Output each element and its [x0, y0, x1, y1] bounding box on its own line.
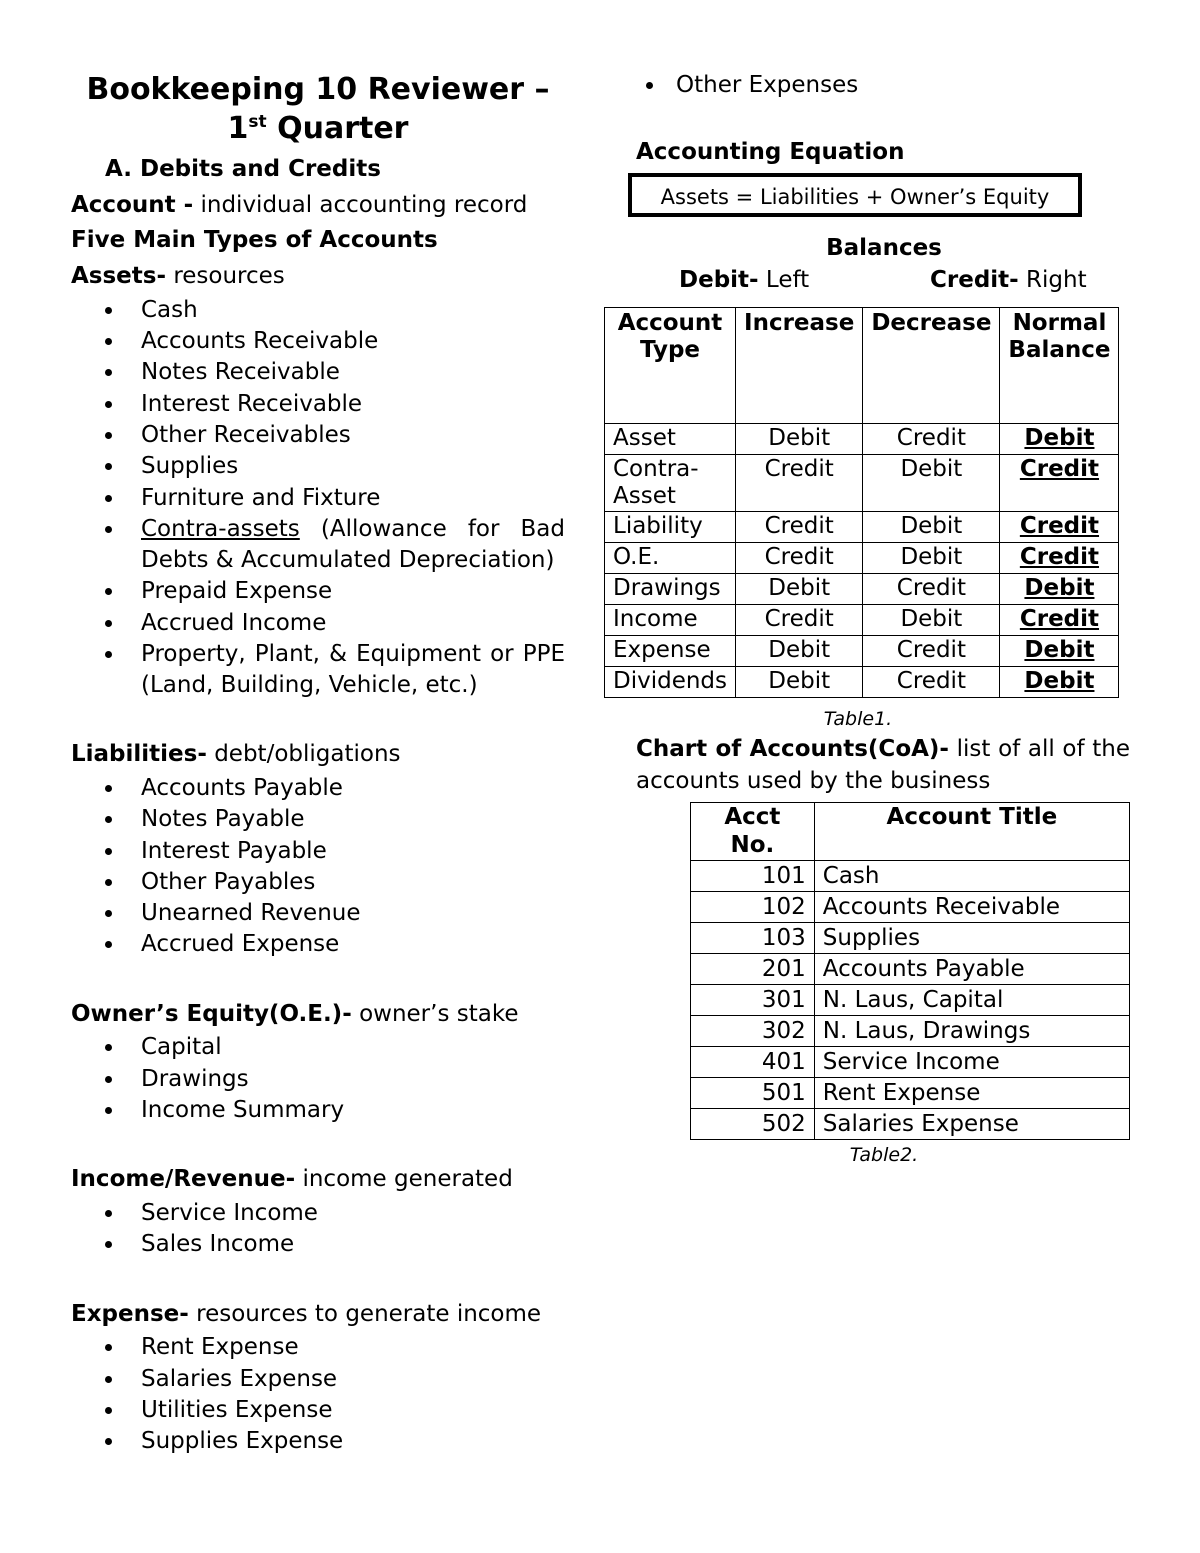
- bullet-icon: [105, 588, 112, 595]
- bullet-icon: [105, 1344, 112, 1351]
- list-item: Rent Expense: [71, 1332, 565, 1363]
- liabilities-list: [71, 773, 565, 961]
- bullet-icon: [105, 1407, 112, 1414]
- balances-table: [604, 307, 1119, 698]
- list-item: Other Payables: [71, 867, 565, 898]
- coa-definition: Chart of Accounts(CoA)- list of all of the accounts used by the business: [636, 736, 1130, 794]
- list-item: Furniture and Fixture: [71, 483, 565, 514]
- header-cell: Account Type: [605, 307, 736, 423]
- table-row: Drawings Debit Credit Debit: [605, 573, 1119, 604]
- table-row: Expense Debit Credit Debit: [605, 635, 1119, 666]
- list-item: Utilities Expense: [71, 1395, 565, 1426]
- table-row: Income Credit Debit Credit: [605, 604, 1119, 635]
- list-item: Interest Payable: [71, 836, 565, 867]
- list-item: Accounts Receivable: [71, 326, 565, 357]
- table-row: Liability Credit Debit Credit: [605, 511, 1119, 542]
- table-row: 301 N. Laus, Capital: [691, 984, 1130, 1015]
- table-header-row: [605, 307, 1119, 423]
- bullet-icon: [105, 463, 112, 470]
- bullet-icon: [105, 620, 112, 627]
- credit-side: Credit- Right: [930, 266, 1087, 293]
- list-item: Notes Payable: [71, 804, 565, 835]
- table-caption: Table1.: [823, 707, 893, 730]
- bullet-icon: [105, 495, 112, 502]
- list-item: Service Income: [71, 1198, 565, 1229]
- list-item: Accounts Payable: [71, 773, 565, 804]
- list-item: Accrued Income: [71, 608, 565, 639]
- assets-definition: Assets- resources: [71, 263, 285, 290]
- list-item: Prepaid Expense: [71, 576, 565, 607]
- list-item: Interest Receivable: [71, 389, 565, 420]
- expense-list-continued: [604, 70, 1134, 101]
- list-item: Capital: [71, 1032, 565, 1063]
- bullet-icon: [105, 1376, 112, 1383]
- bullet-icon: [646, 82, 653, 89]
- list-item: Contra-assets (Allowance for Bad Debts & Accumulated Depreciation): [71, 514, 565, 577]
- bullet-icon: [105, 1107, 112, 1114]
- table-row: 401 Service Income: [691, 1046, 1130, 1077]
- bullet-icon: [105, 369, 112, 376]
- bullet-icon: [105, 910, 112, 917]
- list-item: Income Summary: [71, 1095, 565, 1126]
- bullet-icon: [105, 1241, 112, 1248]
- bullet-icon: [105, 785, 112, 792]
- table-row: 102 Accounts Receivable: [691, 891, 1130, 922]
- section-heading: A. Debits and Credits: [105, 156, 381, 182]
- table-header-row: [691, 802, 1130, 860]
- bullet-icon: [105, 1076, 112, 1083]
- list-item: Property, Plant, & Equipment or PPE (Land, Building, Vehicle, etc.): [71, 639, 565, 702]
- bullet-icon: [105, 307, 112, 314]
- list-item: Accrued Expense: [71, 929, 565, 960]
- table-row: 103 Supplies: [691, 922, 1130, 953]
- bullet-icon: [105, 879, 112, 886]
- document-title: Bookkeeping 10 Reviewer – 1st Quarter: [86, 72, 550, 146]
- equation-box: Assets = Liabilities + Owner’s Equity: [628, 173, 1082, 217]
- equity-definition: Owner’s Equity(O.E.)- owner’s stake: [71, 1000, 519, 1027]
- balances-row: [604, 265, 1134, 297]
- equity-list: [71, 1032, 565, 1126]
- list-item: Drawings: [71, 1064, 565, 1095]
- table-row: Contra-Asset Credit Debit Credit: [605, 454, 1119, 511]
- table-row: O.E. Credit Debit Credit: [605, 542, 1119, 573]
- chart-of-accounts-table: [690, 802, 1130, 1140]
- list-item: Supplies Expense: [71, 1426, 565, 1457]
- header-cell: Account Title: [814, 802, 1129, 860]
- list-item: Other Receivables: [71, 420, 565, 451]
- expense-definition: Expense- resources to generate income: [71, 1300, 542, 1327]
- header-cell: Normal Balance: [1000, 307, 1119, 423]
- table-row: 501 Rent Expense: [691, 1077, 1130, 1108]
- bullet-icon: [105, 338, 112, 345]
- liabilities-definition: Liabilities- debt/obligations: [71, 741, 401, 768]
- table-row: 502 Salaries Expense: [691, 1108, 1130, 1139]
- list-item: Unearned Revenue: [71, 898, 565, 929]
- subheading-five-types: Five Main Types of Accounts: [71, 227, 438, 254]
- list-item: Cash: [71, 295, 565, 326]
- header-cell: Decrease: [863, 307, 1000, 423]
- table-row: Dividends Debit Credit Debit: [605, 666, 1119, 697]
- list-item: Other Expenses: [604, 70, 1134, 101]
- list-item: Notes Receivable: [71, 357, 565, 388]
- table-row: 302 N. Laus, Drawings: [691, 1015, 1130, 1046]
- bullet-icon: [105, 848, 112, 855]
- bullet-icon: [105, 526, 112, 533]
- assets-list: [71, 295, 565, 701]
- header-cell: Acct No.: [691, 802, 815, 860]
- bullet-icon: [105, 941, 112, 948]
- right-column: [604, 68, 1134, 1168]
- left-column: [71, 70, 565, 1457]
- balances-heading: Balances: [826, 235, 942, 261]
- table-row: Asset Debit Credit Debit: [605, 423, 1119, 454]
- income-list: [71, 1198, 565, 1261]
- table-row: 101 Cash: [691, 860, 1130, 891]
- list-item: Salaries Expense: [71, 1364, 565, 1395]
- table-row: 201 Accounts Payable: [691, 953, 1130, 984]
- equation-heading: Accounting Equation: [636, 139, 905, 166]
- bullet-icon: [105, 651, 112, 658]
- header-cell: Increase: [736, 307, 863, 423]
- debit-side: Debit- Left: [679, 266, 810, 293]
- bullet-icon: [105, 432, 112, 439]
- bullet-icon: [105, 816, 112, 823]
- income-definition: Income/Revenue- income generated: [71, 1166, 513, 1193]
- expense-list: [71, 1332, 565, 1457]
- account-definition: Account - individual accounting record: [71, 191, 528, 218]
- list-item: Supplies: [71, 451, 565, 482]
- bullet-icon: [105, 401, 112, 408]
- bullet-icon: [105, 1438, 112, 1445]
- bullet-icon: [105, 1044, 112, 1051]
- bullet-icon: [105, 1210, 112, 1217]
- table-caption: Table2.: [849, 1143, 919, 1166]
- list-item: Sales Income: [71, 1229, 565, 1260]
